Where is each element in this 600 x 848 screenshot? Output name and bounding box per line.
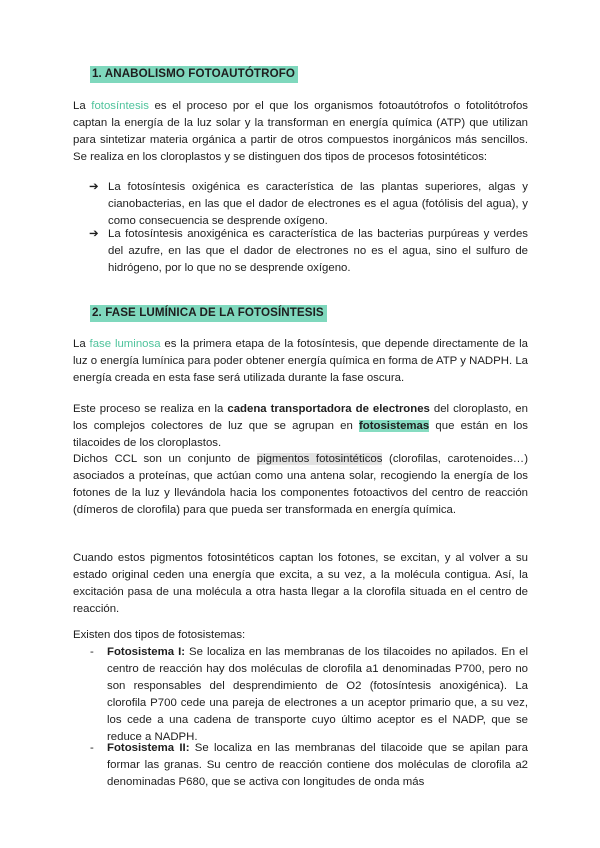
fotosistema-2-label: Fotosistema II:	[107, 742, 190, 754]
dash-bullet: -	[90, 742, 94, 754]
intro-text-start: La	[73, 100, 92, 112]
term-cadena-transportadora: cadena transportadora de electrones	[227, 403, 430, 415]
p2-start: Este proceso se realiza en la	[73, 403, 228, 415]
fotosistema-1-label: Fotosistema I:	[107, 646, 186, 658]
section-1-heading: 1. ANABOLISMO FOTOAUTÓTROFO	[90, 66, 298, 83]
bullet-text: La fotosíntesis oxigénica es característica de las plantas superiores, algas y cianobacterias, en las que el dador de electrones es el agua (fotólisis del agua), y como consecuencia se desprende oxígeno.	[108, 181, 528, 227]
p3-start: Dichos CCL son un conjunto de	[73, 453, 257, 465]
fotosistema-1-text	[90, 644, 528, 746]
term-fotosintesis: fotosíntesis	[91, 100, 149, 112]
paragraph-excitacion: Cuando estos pigmentos fotosintéticos captan los fotones, se excitan, y al volver a su estado original ceden una energía que excita, a su vez, a la molécula contigua. Así, la excitación pasa de una molécula a otra hasta llegar a la clorofila situada en el centro de reacción.	[73, 552, 528, 615]
paragraph-tipos-fotosistemas: Existen dos tipos de fotosistemas:	[73, 629, 246, 641]
bullet-anoxigenica	[90, 226, 528, 277]
bullet-text: La fotosíntesis anoxigénica es característica de las bacterias purpúreas y verdes del azufre, en las que el dador de electrones no es el agua, sino el sulfuro de hidrógeno, por lo que no se desprende oxígeno.	[108, 228, 528, 274]
term-fotosistemas: fotosistemas	[358, 420, 430, 432]
fotosistema-2-text	[90, 740, 528, 791]
paragraph-cadena-transportadora	[73, 401, 528, 452]
p1-start: La	[73, 338, 90, 350]
p2-middle: del cloroplasto, en los complejos colectores de luz que se agrupan en	[73, 403, 528, 432]
arrow-bullet-icon: ➔	[89, 181, 99, 193]
fotosistema-1-description: Se localiza en las membranas de los tilacoides no apilados. En el centro de reacción hay dos moléculas de clorofila a1 denominadas P700, pero no son responsables del desprendimiento de O2 (fotosíntesis anoxigénica). La clorofila P700 cede una pareja de electrones a un aceptor primario que, a su vez, los cede a una cadena de transporte cuyo último aceptor es el NADP, que se reduce a NADPH.	[107, 646, 528, 743]
term-fase-luminosa: fase luminosa	[89, 338, 161, 350]
list-item-fotosistema-1	[90, 644, 528, 746]
p2-end: que están en los tilacoides de los cloroplastos.	[73, 420, 528, 449]
term-pigmentos-fotosinteticos: pigmentos fotosintéticos	[256, 453, 383, 465]
p3-rest: (clorofilas, carotenoides…) asociados a proteínas, que actúan como una antena solar, recogiendo la energía de los fotones de la luz y llevándola hacia los componentes fotoactivos del centro de reacción (dímeros de clorofila) para que pueda ser transformada en energía química.	[73, 453, 528, 516]
section-2-heading: 2. FASE LUMÍNICA DE LA FOTOSÍNTESIS	[90, 305, 327, 322]
arrow-bullet-icon: ➔	[89, 228, 99, 240]
paragraph-fase-luminosa	[73, 336, 528, 387]
list-item-fotosistema-2	[90, 740, 528, 791]
p1-rest: es la primera etapa de la fotosíntesis, que depende directamente de la luz o energía lumínica para poder obtener energía química en forma de ATP y NADPH. La energía creada en esta fase será utilizada durante la fase oscura.	[73, 338, 528, 384]
fotosistema-2-description: Se localiza en las membranas del tilacoide que se apilan para formar las granas. Su centro de reacción contiene dos moléculas de clorofila a2 denominadas P680, que se activa con longitudes de onda más	[107, 742, 528, 788]
section-1-intro	[73, 98, 528, 166]
bullet-oxigenica	[90, 179, 528, 230]
paragraph-pigmentos	[73, 451, 528, 519]
dash-bullet: -	[90, 646, 94, 658]
intro-text-rest: es el proceso por el que los organismos fotoautótrofos o fotolitótrofos captan la energía de la luz solar y la transforman en energía química (ATP) que utilizan para sintetizar materia orgánica a partir de otros compuestos inorgánicos más sencillos. Se realiza en los cloroplastos y se distinguen dos tipos de procesos fotosintéticos:	[73, 100, 528, 163]
